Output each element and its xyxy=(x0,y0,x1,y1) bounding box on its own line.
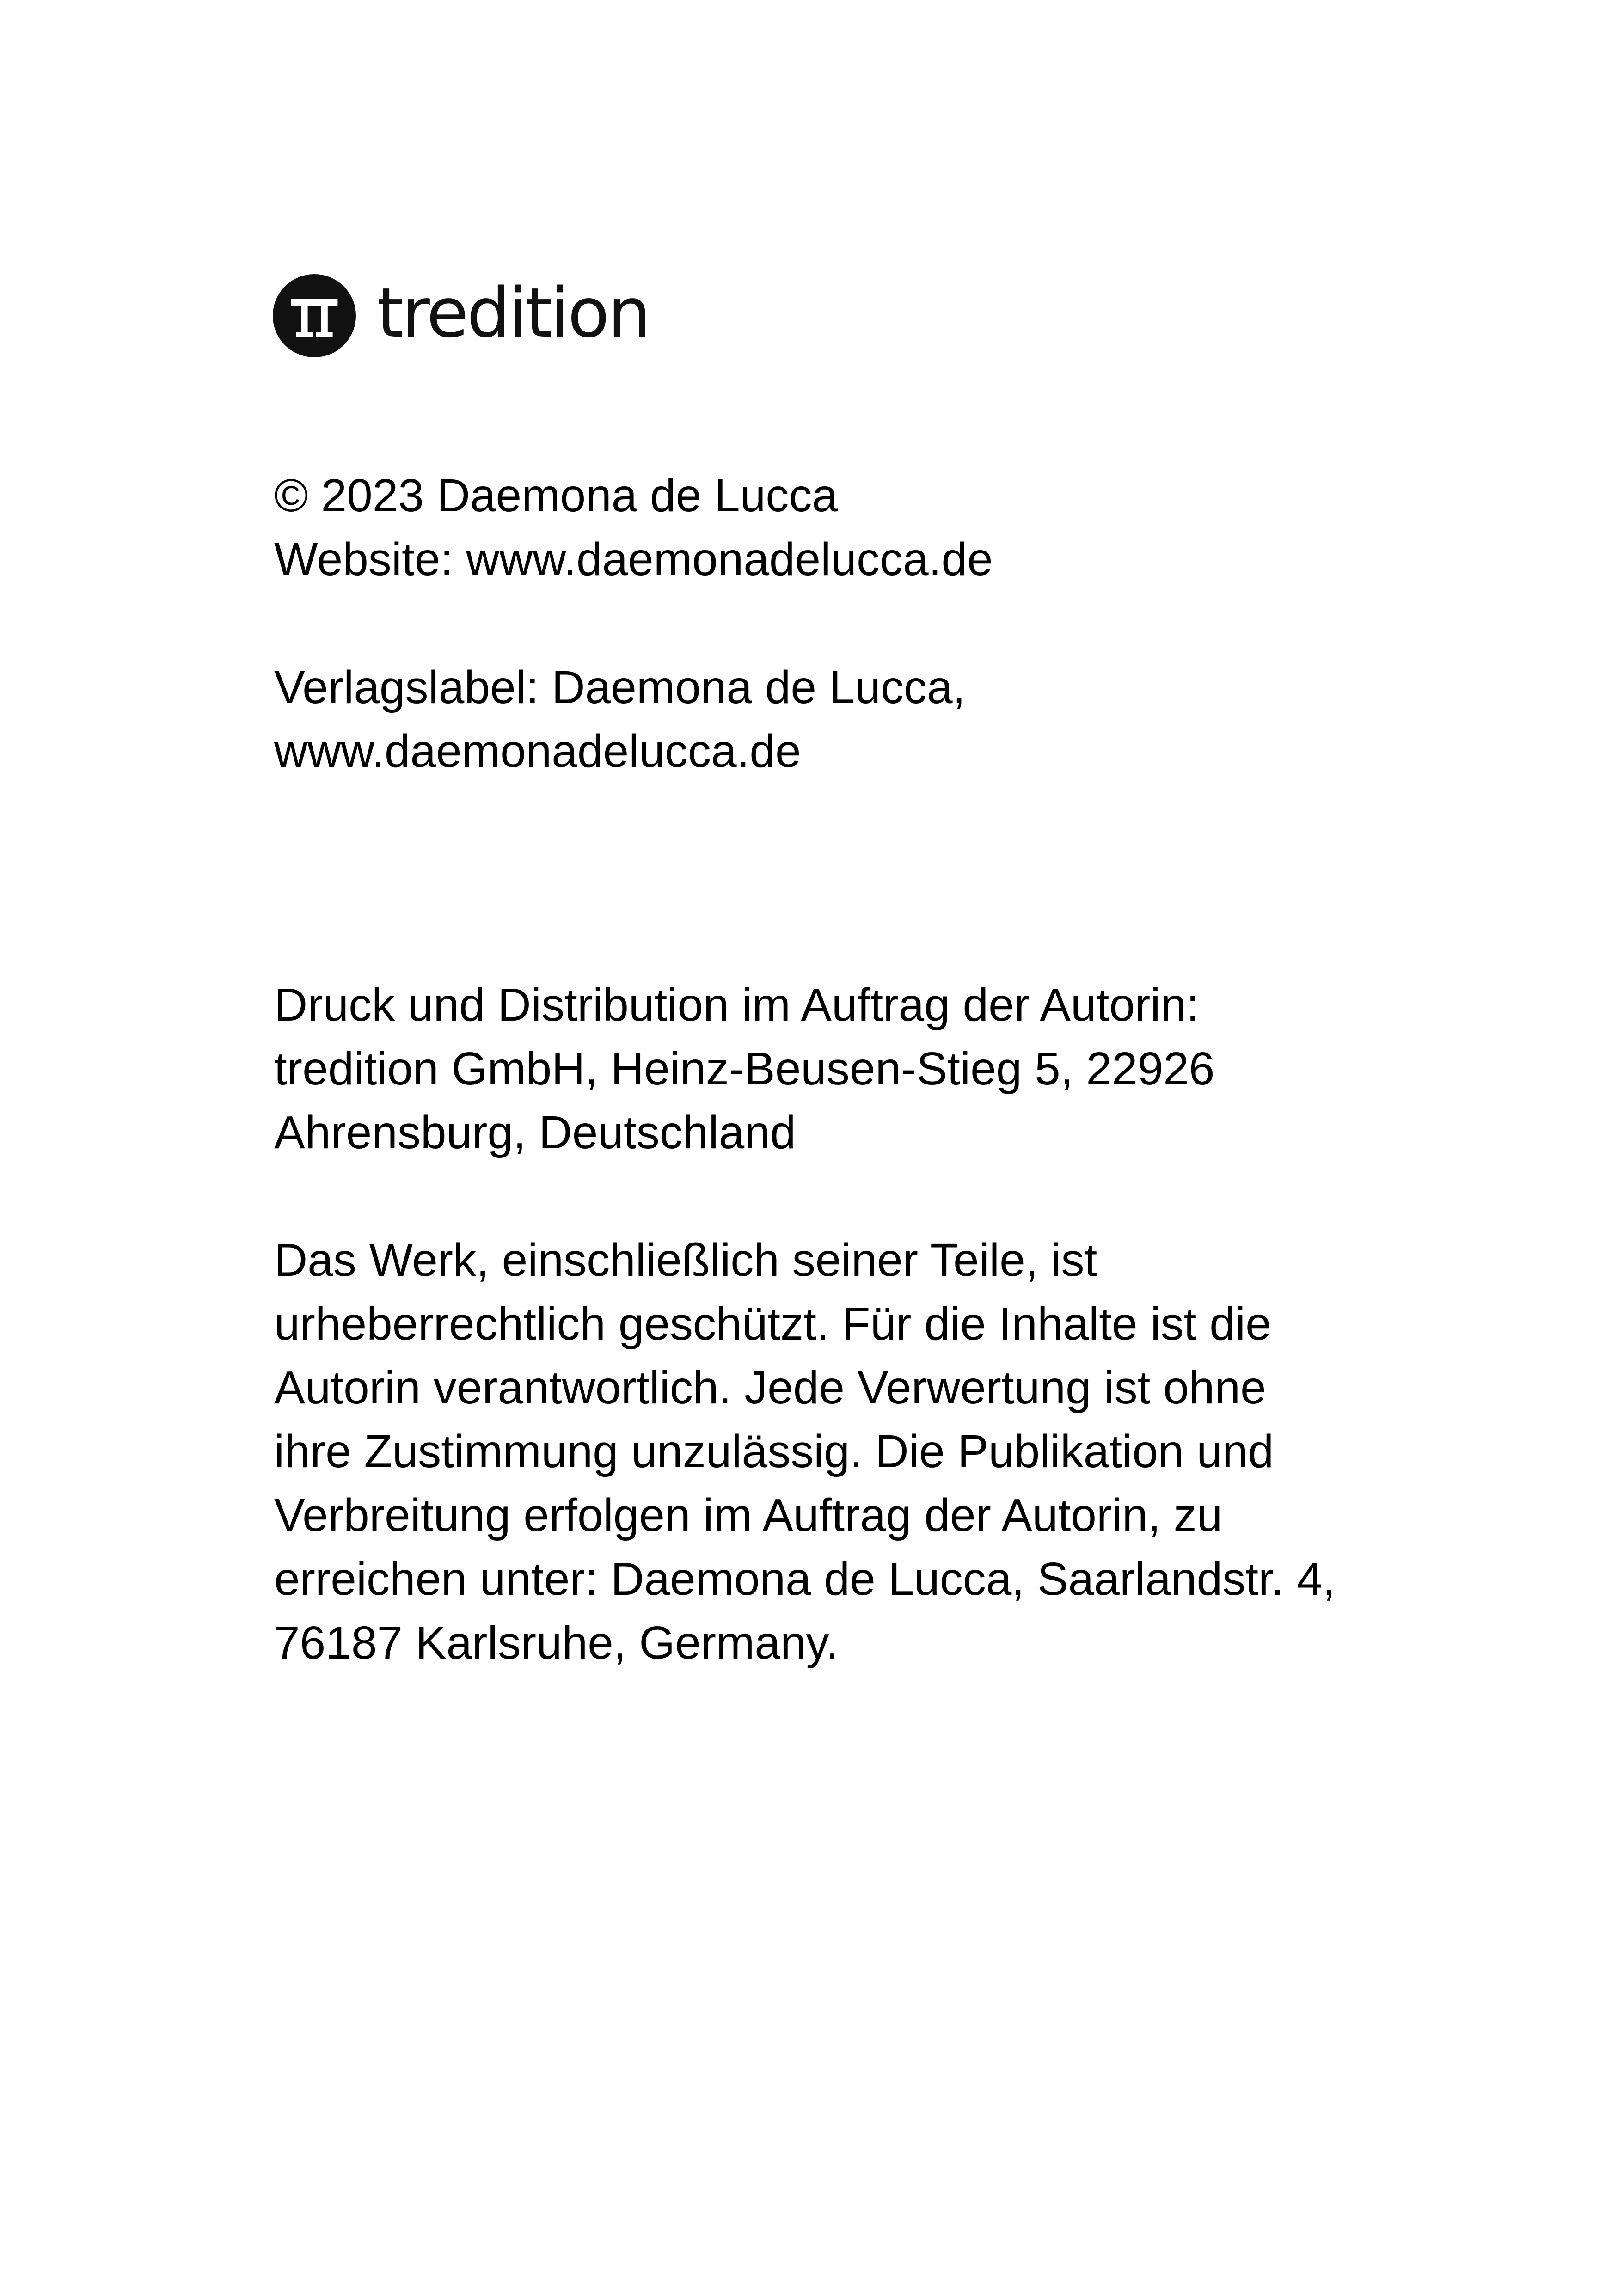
legal-line: Autorin verantwortlich. Jede Verwertung ist ohne xyxy=(274,1362,1266,1414)
publisher-logo xyxy=(273,273,649,358)
copyright-line: © 2023 Daemona de Lucca xyxy=(274,470,838,521)
print-line: tredition GmbH, Heinz-Beusen-Stieg 5, 22926 xyxy=(274,1043,1215,1095)
label-url-line: www.daemonadelucca.de xyxy=(274,725,801,777)
legal-line: urheberrechtlich geschützt. Für die Inhalte ist die xyxy=(274,1298,1271,1350)
label-line: Verlagslabel: Daemona de Lucca, xyxy=(274,661,966,713)
legal-line: Verbreitung erfolgen im Auftrag der Autorin, zu xyxy=(274,1489,1223,1541)
tredition-logo-icon xyxy=(273,274,356,357)
logo-wordmark: tredition xyxy=(377,273,650,353)
copyright-block xyxy=(274,464,993,591)
legal-line: erreichen unter: Daemona de Lucca, Saarlandstr. 4, xyxy=(274,1553,1336,1605)
print-distribution-block xyxy=(274,973,1214,1164)
legal-line: 76187 Karlsruhe, Germany. xyxy=(274,1617,839,1669)
publisher-label-block xyxy=(274,655,965,783)
legal-notice-block xyxy=(274,1228,1336,1675)
legal-line: ihre Zustimmung unzulässig. Die Publikation und xyxy=(274,1426,1274,1477)
print-line: Druck und Distribution im Auftrag der Autorin: xyxy=(274,979,1199,1031)
print-line: Ahrensburg, Deutschland xyxy=(274,1107,796,1158)
legal-line: Das Werk, einschließlich seiner Teile, ist xyxy=(274,1234,1097,1286)
website-line: Website: www.daemonadelucca.de xyxy=(274,533,993,585)
